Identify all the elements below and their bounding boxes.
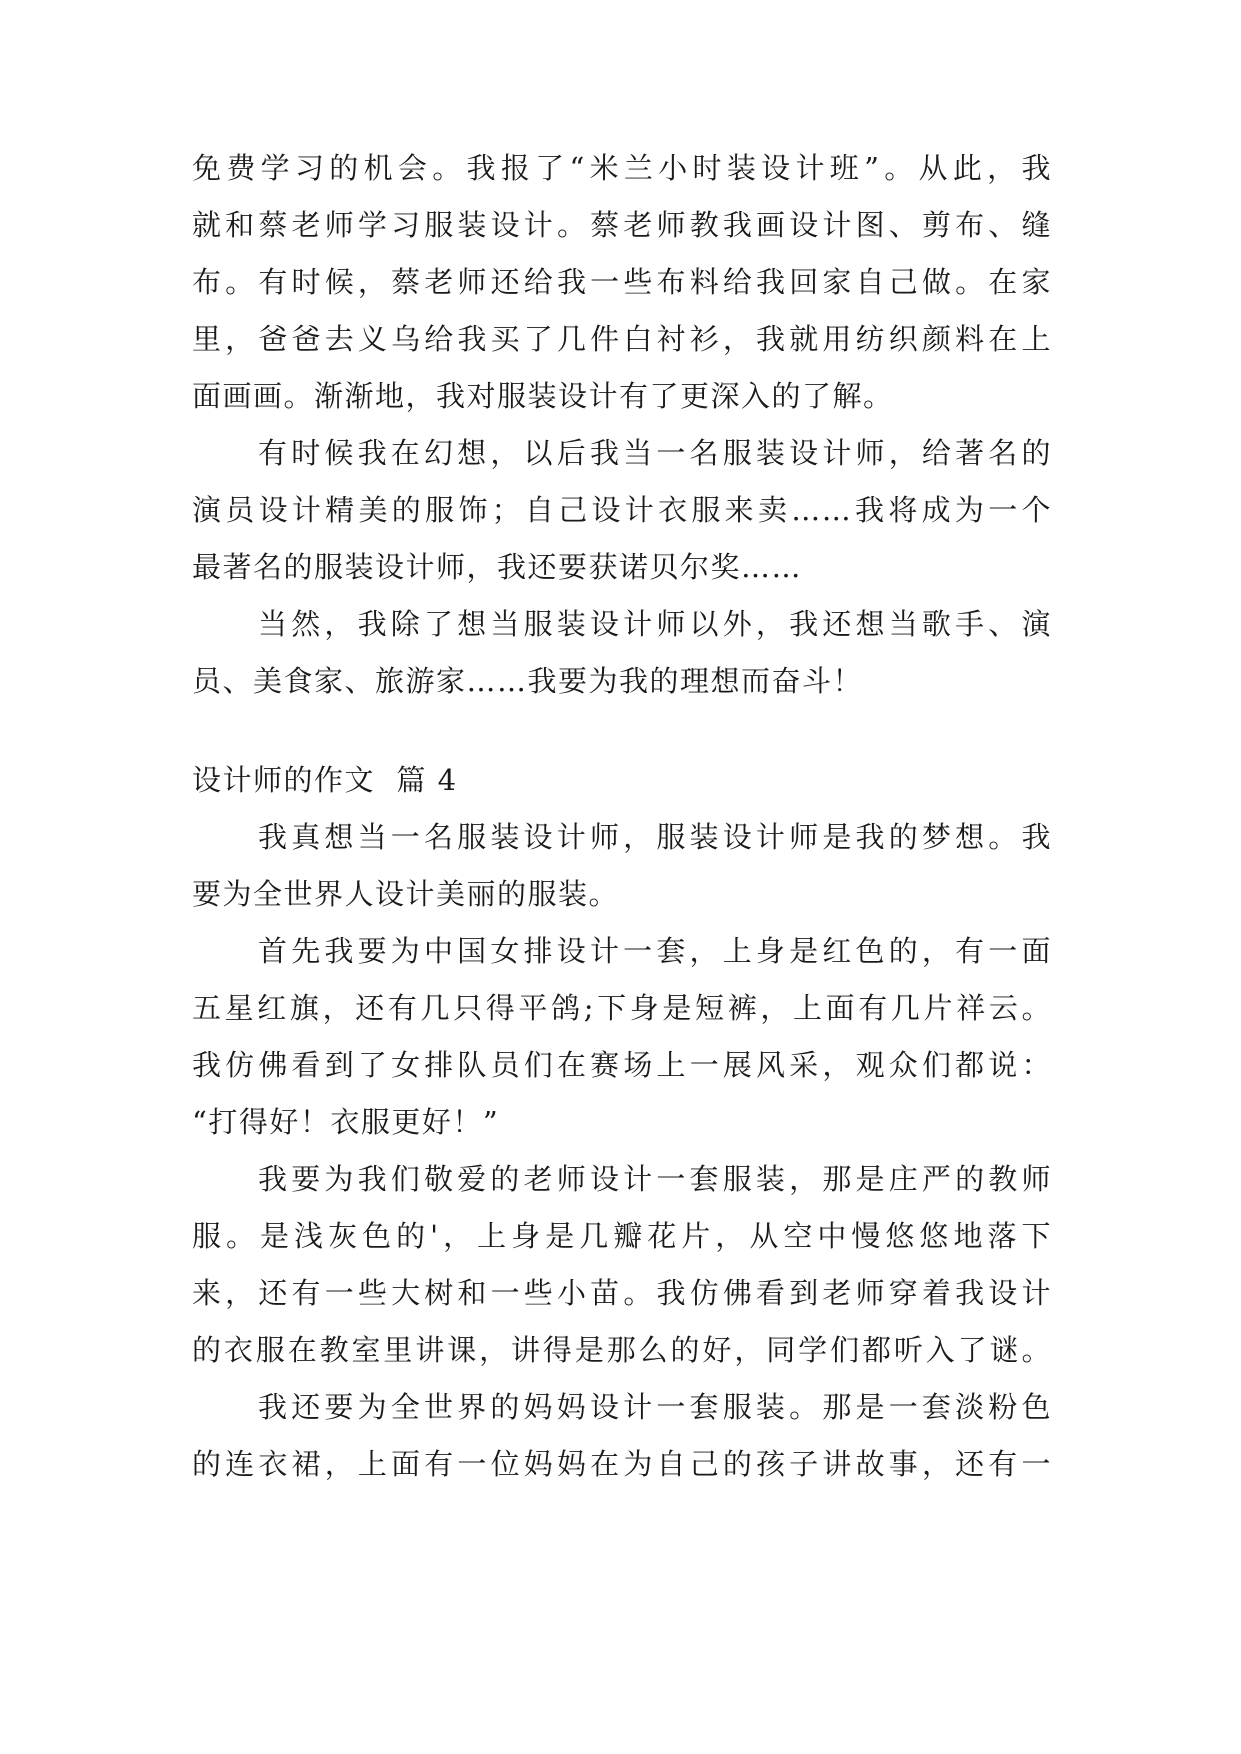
para1-line: 就和蔡老师学习服装设计。蔡老师教我画设计图、剪布、缝 [192, 208, 1052, 242]
para4-line: 我真想当一名服装设计师，服装设计师是我的梦想。我 [258, 820, 1052, 854]
para2-line: 演员设计精美的服饰；自己设计衣服来卖……我将成为一个 [192, 493, 1052, 527]
para2-line: 最著名的服装设计师，我还要获诺贝尔奖…… [192, 550, 803, 584]
para3-line: 员、美食家、旅游家……我要为我的理想而奋斗！ [192, 664, 864, 698]
para4-line: 要为全世界人设计美丽的服装。 [192, 877, 620, 911]
para1-line: 免费学习的机会。我报了“米兰小时装设计班”。从此，我 [192, 151, 1052, 185]
para5-line: “打得好！衣服更好！” [192, 1105, 500, 1139]
para5-line: 我仿佛看到了女排队员们在赛场上一展风采，观众们都说： [192, 1048, 1052, 1082]
para2-line: 有时候我在幻想，以后我当一名服装设计师，给著名的 [258, 436, 1052, 470]
para7-line: 的连衣裙，上面有一位妈妈在为自己的孩子讲故事，还有一 [192, 1447, 1052, 1481]
para6-line: 的衣服在教室里讲课，讲得是那么的好，同学们都听入了谜。 [192, 1333, 1052, 1367]
para5-line: 五星红旗，还有几只得平鸽;下身是短裤，上面有几片祥云。 [192, 991, 1052, 1025]
para6-line: 我要为我们敬爱的老师设计一套服装，那是庄严的教师 [258, 1162, 1052, 1196]
para1-line: 里，爸爸去义乌给我买了几件白衬衫，我就用纺织颜料在上 [192, 322, 1052, 356]
para1-line: 面画画。渐渐地，我对服装设计有了更深入的了解。 [192, 379, 894, 413]
para6-line: 来，还有一些大树和一些小苗。我仿佛看到老师穿着我设计 [192, 1276, 1052, 1310]
para7-line: 我还要为全世界的妈妈设计一套服装。那是一套淡粉色 [258, 1390, 1052, 1424]
para6-line: 服。是浅灰色的'，上身是几瓣花片，从空中慢悠悠地落下 [192, 1219, 1052, 1253]
para1-line: 布。有时候，蔡老师还给我一些布料给我回家自己做。在家 [192, 265, 1052, 299]
para3-line: 当然，我除了想当服装设计师以外，我还想当歌手、演 [258, 607, 1052, 641]
section-title: 设计师的作文 篇 4 [192, 763, 458, 797]
para5-line: 首先我要为中国女排设计一套，上身是红色的，有一面 [258, 934, 1052, 968]
